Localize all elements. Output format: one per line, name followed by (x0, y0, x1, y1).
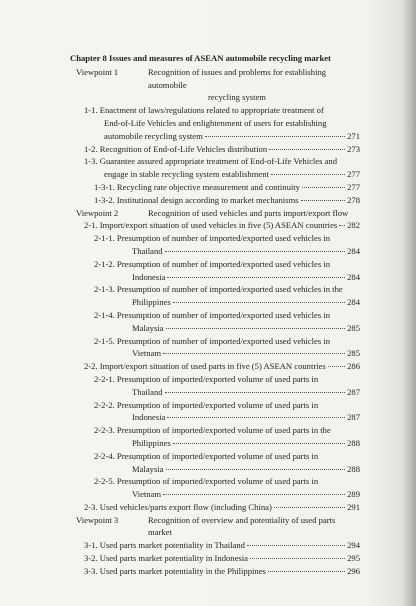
page-number: 291 (347, 501, 360, 512)
page-number: 271 (347, 130, 360, 141)
viewpoint-title-line: recycling system (208, 92, 266, 103)
dot-leader (173, 443, 345, 444)
toc-entry-line (70, 322, 360, 335)
toc-entry-text: 2-1. Import/export situation of used vehicles in five (5) ASEAN countries (84, 220, 338, 231)
toc-entry-line: 1-3. Guarantee assured appropriate treatment of End-of-Life Vehicles and (84, 156, 338, 167)
dot-leader (173, 302, 345, 303)
dot-leader (247, 545, 345, 546)
toc-entry-line (70, 194, 360, 207)
dot-leader (268, 571, 345, 572)
toc-entry-line (70, 360, 360, 373)
toc-entry-text: 2-3. Used vehicles/parts export flow (including China) (84, 501, 272, 512)
toc-entry-text: 1-2. Recognition of End-of-Life Vehicles distribution (84, 143, 268, 154)
page-number: 287 (347, 386, 360, 397)
dot-leader (274, 507, 345, 508)
page-number: 273 (347, 143, 360, 154)
toc-entry-line (70, 271, 360, 284)
toc-entry-line (70, 539, 360, 552)
toc-entry-line: 2-2-4. Presumption of imported/exported volume of used parts in (94, 450, 319, 461)
toc-entry-line (70, 245, 360, 258)
toc-entry-line (70, 463, 360, 476)
table-of-contents (70, 52, 360, 578)
toc-entry-line: 2-1-5. Presumption of number of imported/exported used vehicles in (94, 335, 331, 346)
toc-entries (70, 66, 360, 578)
viewpoint-label: Viewpoint 2 (76, 207, 119, 218)
toc-entry-text: 1-3-1. Recycling rate objective measurement and continuity (94, 181, 300, 192)
dot-leader (167, 417, 345, 418)
dot-leader (271, 174, 345, 175)
toc-entry-line: 2-2-1. Presumption of imported/exported volume of used parts in (94, 373, 319, 384)
toc-entry-line (70, 565, 360, 578)
toc-entry-text: 3-2. Used parts market potentiality in Indonesia (84, 553, 248, 564)
dot-leader (269, 149, 345, 150)
dot-leader (163, 353, 345, 354)
page-number: 286 (347, 361, 360, 372)
toc-entry-text: engage in stable recycling system establishment (104, 169, 269, 180)
toc-entry-line (70, 347, 360, 360)
toc-entry-line (70, 130, 360, 143)
toc-entry-line (70, 168, 360, 181)
chapter-title: Chapter 8 Issues and measures of ASEAN automobile recycling market (70, 53, 331, 63)
dot-leader (301, 200, 346, 201)
toc-entry-line: 2-2-3. Presumption of imported/exported volume of used parts in the (94, 425, 331, 436)
toc-entry-line (70, 552, 360, 565)
toc-entry-text: 3-1. Used parts market potentiality in Thailand (84, 540, 245, 551)
page-number: 284 (347, 245, 360, 256)
page-number: 287 (347, 412, 360, 423)
toc-entry-line: 2-1-3. Presumption of number of imported/exported used vehicles in the (94, 284, 343, 295)
toc-entry-line (70, 437, 360, 450)
toc-entry-text: Thailand (132, 245, 163, 256)
toc-entry-text: 3-3. Used parts market potentiality in the Philippines (84, 565, 266, 576)
toc-entry-text: Malaysia (132, 463, 164, 474)
page-number: 288 (347, 437, 360, 448)
toc-entry-text: Thailand (132, 386, 163, 397)
dot-leader (302, 187, 345, 188)
toc-entry-text: 2-2. Import/export situation of used parts in five (5) ASEAN countries (84, 361, 326, 372)
page-number: 285 (347, 348, 360, 359)
toc-entry-text: automobile recycling system (104, 130, 203, 141)
toc-entry-text: Vietnam (132, 348, 162, 359)
page-number: 282 (347, 220, 360, 231)
toc-entry-line: End-of-Life Vehicles and enlightenment of users for establishing (104, 117, 327, 128)
page-number: 288 (347, 463, 360, 474)
page-number: 285 (347, 322, 360, 333)
dot-leader (165, 251, 346, 252)
toc-entry-line (70, 386, 360, 399)
toc-entry-line: 1-1. Enactment of laws/regulations related to appropriate treatment of (84, 105, 324, 116)
viewpoint-label: Viewpoint 1 (76, 66, 119, 77)
viewpoint-heading (70, 66, 360, 104)
dot-leader (205, 136, 345, 137)
dot-leader (250, 558, 345, 559)
toc-entry-text: 1-3-2. Institutional design according to market mechanisms (94, 194, 299, 205)
viewpoint-title-line: Recognition of used vehicles and parts import/export flow (148, 207, 349, 218)
dot-leader (163, 494, 345, 495)
dot-leader (167, 277, 345, 278)
page-number: 277 (347, 181, 360, 192)
toc-entry-line (70, 411, 360, 424)
toc-entry-line: 2-2-2. Presumption of imported/exported volume of used parts in (94, 399, 319, 410)
toc-entry-text: Indonesia (132, 412, 166, 423)
viewpoint-heading (70, 514, 360, 540)
toc-entry-line (70, 143, 360, 156)
toc-entry-line: 2-1-4. Presumption of number of imported/exported used vehicles in (94, 309, 331, 320)
toc-entry-line (70, 296, 360, 309)
toc-entry-text: Malaysia (132, 322, 164, 333)
viewpoint-title-line: Recognition of overview and potentiality of used parts market (148, 514, 336, 538)
book-spine-shadow (404, 0, 416, 606)
page-number: 284 (347, 297, 360, 308)
page-number: 296 (347, 565, 360, 576)
toc-entry-text: Philippines (132, 437, 171, 448)
toc-entry-text: Indonesia (132, 271, 166, 282)
viewpoint-title-line: Recognition of issues and problems for establishing automobile (148, 66, 327, 90)
toc-entry-line: 2-1-1. Presumption of number of imported/exported used vehicles in (94, 233, 331, 244)
dot-leader (166, 328, 346, 329)
dot-leader (166, 469, 346, 470)
page-number: 289 (347, 489, 360, 500)
toc-entry-line (70, 488, 360, 501)
page-number: 277 (347, 169, 360, 180)
toc-entry-line: 2-2-5. Presumption of imported/exported volume of used parts in (94, 476, 319, 487)
toc-entry-text: Philippines (132, 297, 171, 308)
viewpoint-label: Viewpoint 3 (76, 514, 119, 525)
dot-leader (165, 392, 346, 393)
viewpoint-heading (70, 207, 360, 220)
toc-entry-line (70, 219, 360, 232)
toc-entry-line: 2-1-2. Presumption of number of imported/exported used vehicles in (94, 258, 331, 269)
page-number: 284 (347, 271, 360, 282)
toc-entry-line (70, 181, 360, 194)
toc-entry-text: Vietnam (132, 489, 162, 500)
dot-leader (328, 366, 345, 367)
dot-leader (339, 225, 345, 226)
page-number: 295 (347, 553, 360, 564)
toc-entry-line (70, 501, 360, 514)
page-number: 294 (347, 540, 360, 551)
page-number: 278 (347, 194, 360, 205)
